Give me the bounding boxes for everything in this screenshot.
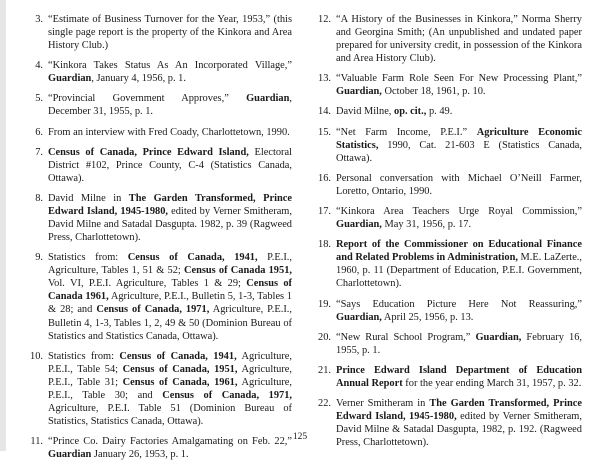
endnote-text-segment: edited by Verner Smitheram, David Milne and Satadal Dasgupta. 1982, p. 39 (Ragweed Press, Charlottetown). [48, 206, 292, 244]
endnote [312, 364, 582, 390]
endnote-text [336, 238, 582, 290]
endnote-text [48, 92, 292, 118]
endnote-text-segment: David Milne, [336, 106, 395, 118]
endnote-title-bold: op. cit., [394, 106, 427, 118]
endnote-text-segment: Electoral District #102, Prince County, C-4 (Statistics Canada, Ottawa). [48, 146, 292, 184]
endnotes-list-left [24, 13, 292, 461]
endnote-number: 18. [318, 239, 331, 251]
endnote-number: 11. [30, 436, 43, 448]
endnote-text-segment: Agriculture, P.E.I., Table 31; [48, 363, 292, 388]
endnote-number: 15. [318, 126, 331, 138]
endnote-text-segment: P.E.I., Agriculture, Tables 1, 51 & 52; [48, 252, 292, 277]
endnote-text [336, 331, 582, 357]
endnote [312, 172, 582, 198]
endnote-number: 6. [35, 126, 43, 138]
endnote-title-bold: The Garden Transformed, Prince Edward Island, 1945-1980, [336, 398, 582, 423]
page-number: 125 [292, 432, 308, 442]
endnote-text-segment: Agriculture, P.E.I., Bulletin 4, 1-3, Tables 1, 2, 49 & 50 (Dominion Bureau of Statistics and Statistics Canada, Ottawa). [48, 304, 292, 342]
endnote-text-segment: edited by Verner Smitheram, David Milne & Satadal Dasgupta, 1982, p. 192. (Ragweed Press, Charlottetown). [336, 411, 582, 449]
endnote-title-bold: Guardian, [336, 311, 382, 323]
endnote-text-segment: for the year ending March 31, 1957, p. 32. [402, 377, 582, 389]
endnote-text-segment: , January 4, 1956, p. 1. [91, 73, 186, 85]
endnote-text-segment: “Prince Co. Dairy Factories Amalgamating on Feb. 22,” [48, 436, 292, 448]
endnote-title-bold: Census of Canada, 1971, [96, 304, 210, 316]
endnote-number: 12. [318, 14, 331, 25]
endnote [312, 13, 582, 65]
endnote-text [48, 192, 292, 244]
notes-column-left [24, 13, 292, 468]
endnote [24, 251, 292, 342]
endnote-number: 5. [35, 93, 43, 105]
endnote-title-bold: Census of Canada, 1961, [122, 376, 238, 388]
endnote [24, 146, 292, 185]
endnote-text [336, 72, 582, 98]
endnote-text-segment: M.E. LaZerte., 1960, p. 11 (Department of Education, P.E.I. Government, Charlottetown). [336, 252, 583, 290]
endnote [24, 92, 292, 118]
endnote-text-segment: From an interview with Fred Coady, Charlottetown, 1990. [48, 126, 290, 138]
endnote [312, 238, 582, 290]
endnote-title-bold: Guardian [246, 93, 290, 105]
endnote-text-segment: Agriculture, P.E.I., Table 30; and [48, 376, 292, 401]
endnote-text-segment: “Provincial Government Approves,” [48, 93, 247, 105]
endnote-title-bold: Census of Canada 1951, [183, 265, 292, 277]
endnote [312, 331, 582, 357]
endnote [24, 192, 292, 244]
endnote-text-segment: Agriculture, P.E.I., Table 54; [48, 350, 292, 375]
endnote-text-segment: “Kinkora Takes Status As An Incorporated Village,” [48, 60, 292, 72]
endnote-text-segment: Agriculture, P.E.I. Table 51 (Dominion Bureau of Statistics, Statistics Canada, Ottawa). [48, 402, 292, 427]
endnote-title-bold: Agriculture Economic Statistics, [336, 126, 582, 151]
endnote [312, 105, 582, 118]
endnote-number: 22. [318, 398, 331, 410]
endnote [24, 13, 292, 52]
endnote-text [48, 126, 292, 139]
endnote-number: 8. [35, 192, 43, 204]
endnote-text-segment: “Net Farm Income, P.E.I.” [336, 126, 477, 138]
notes-column-right [312, 13, 582, 456]
endnote-title-bold: Prince Edward Island Department of Education Annual Report [336, 364, 582, 389]
endnote-text [336, 298, 582, 324]
endnote-number: 7. [35, 146, 43, 158]
endnote-text [336, 364, 582, 390]
endnote [312, 205, 582, 231]
endnote-text-segment: Vol. VI, P.E.I. Agriculture, Tables 1 & 29; [48, 278, 247, 290]
endnote-text-segment: October 18, 1961, p. 10. [381, 86, 486, 98]
endnote [312, 126, 582, 165]
endnote-title-bold: The Garden Transformed, Prince Edward Island, 1945-1980, [48, 192, 292, 218]
endnote-text-segment: Statistics from: [48, 252, 128, 264]
endnote-text [336, 105, 582, 118]
endnote-text [336, 205, 582, 231]
endnote-title-bold: Census of Canada, 1951, [122, 363, 238, 375]
endnote-text [336, 126, 582, 165]
endnote-text-segment: 1990, Cat. 21-603 E (Statistics Canada, Ottawa). [336, 139, 582, 164]
endnotes-list-right [312, 13, 582, 449]
endnote-text-segment: Personal conversation with Michael O’Neill Farmer, Loretto, Ontario, 1990. [336, 172, 582, 197]
endnote-number: 9. [35, 252, 43, 264]
endnote-text-segment: Verner Smitheram in [336, 398, 430, 410]
endnote-title-bold: Census of Canada, Prince Edward Island, [48, 146, 249, 158]
endnote-text-segment: “A History of the Businesses in Kinkora,” Norma Sherry and Georgina Smith; (An unpublished and undated paper prepared for university credit, in possession of the Kinkora and Area History Club). [336, 14, 582, 65]
endnote-number: 21. [318, 364, 331, 376]
endnote-number: 20. [318, 331, 331, 343]
endnote-number: 16. [318, 172, 331, 184]
endnote-text-segment: “Says Education Picture Here Not Reassuring,” [336, 298, 582, 310]
endnote-text-segment: Agriculture, P.E.I., Bulletin 5, 1-3, Tables 1 & 28; and [48, 291, 292, 316]
endnote-number: 3. [35, 14, 43, 25]
endnote-title-bold: Guardian, [336, 86, 382, 98]
endnote-title-bold: Census of Canada 1961, [48, 278, 293, 303]
endnote-title-bold: Guardian [48, 449, 92, 461]
endnote-text-segment: “Estimate of Business Turnover for the Year, 1953,” (this single page report is the property of the Kinkora and Area History Club.) [48, 14, 292, 52]
endnote [24, 126, 292, 139]
endnote-text [336, 13, 582, 65]
endnote-title-bold: Guardian [48, 73, 92, 85]
page-edge-shadow [0, 0, 6, 451]
endnote-text-segment: January 26, 1953, p. 1. [91, 449, 189, 461]
endnote-title-bold: Census of Canada, 1941, [119, 350, 237, 362]
endnote [312, 298, 582, 324]
endnote-number: 4. [35, 60, 43, 72]
endnote-text-segment: May 31, 1956, p. 17. [381, 219, 472, 231]
endnote-number: 14. [318, 106, 331, 118]
endnote-title-bold: Census of Canada, 1971, [162, 389, 293, 401]
endnote-title-bold: Report of the Commissioner on Educational Finance and Related Problems in Administration, [336, 239, 582, 264]
endnote-number: 13. [318, 73, 331, 85]
endnote-title-bold: Guardian, [336, 219, 382, 231]
endnote-text [48, 146, 292, 185]
endnote [24, 59, 292, 85]
endnote-text-segment: “New Rural School Program,” [336, 331, 476, 343]
endnote-text [48, 13, 292, 52]
endnote [24, 350, 292, 428]
endnote-text [336, 172, 582, 198]
endnote-number: 10. [30, 350, 43, 362]
endnote-number: 19. [318, 298, 331, 310]
endnote-number: 17. [318, 206, 331, 218]
endnote-text-segment: April 25, 1956, p. 13. [381, 311, 474, 323]
endnote-text-segment: “Kinkora Area Teachers Urge Royal Commission,” [336, 206, 582, 218]
endnote-text [48, 251, 292, 342]
endnote-text [48, 350, 292, 428]
endnote-text-segment: February 16, 1955, p. 1. [336, 331, 582, 356]
endnote [312, 72, 582, 98]
endnote-text-segment: David Milne in [48, 192, 129, 204]
endnote-text [48, 59, 292, 85]
endnote-text-segment: , December 31, 1955, p. 1. [48, 93, 292, 118]
endnote-title-bold: Census of Canada, 1941, [127, 252, 258, 264]
endnote-text-segment: “Valuable Farm Role Seen For New Processing Plant,” [336, 73, 582, 85]
endnote-text-segment: p. 49. [426, 106, 453, 118]
endnote-text-segment: Statistics from: [48, 350, 120, 362]
endnote-title-bold: Guardian, [475, 331, 522, 343]
